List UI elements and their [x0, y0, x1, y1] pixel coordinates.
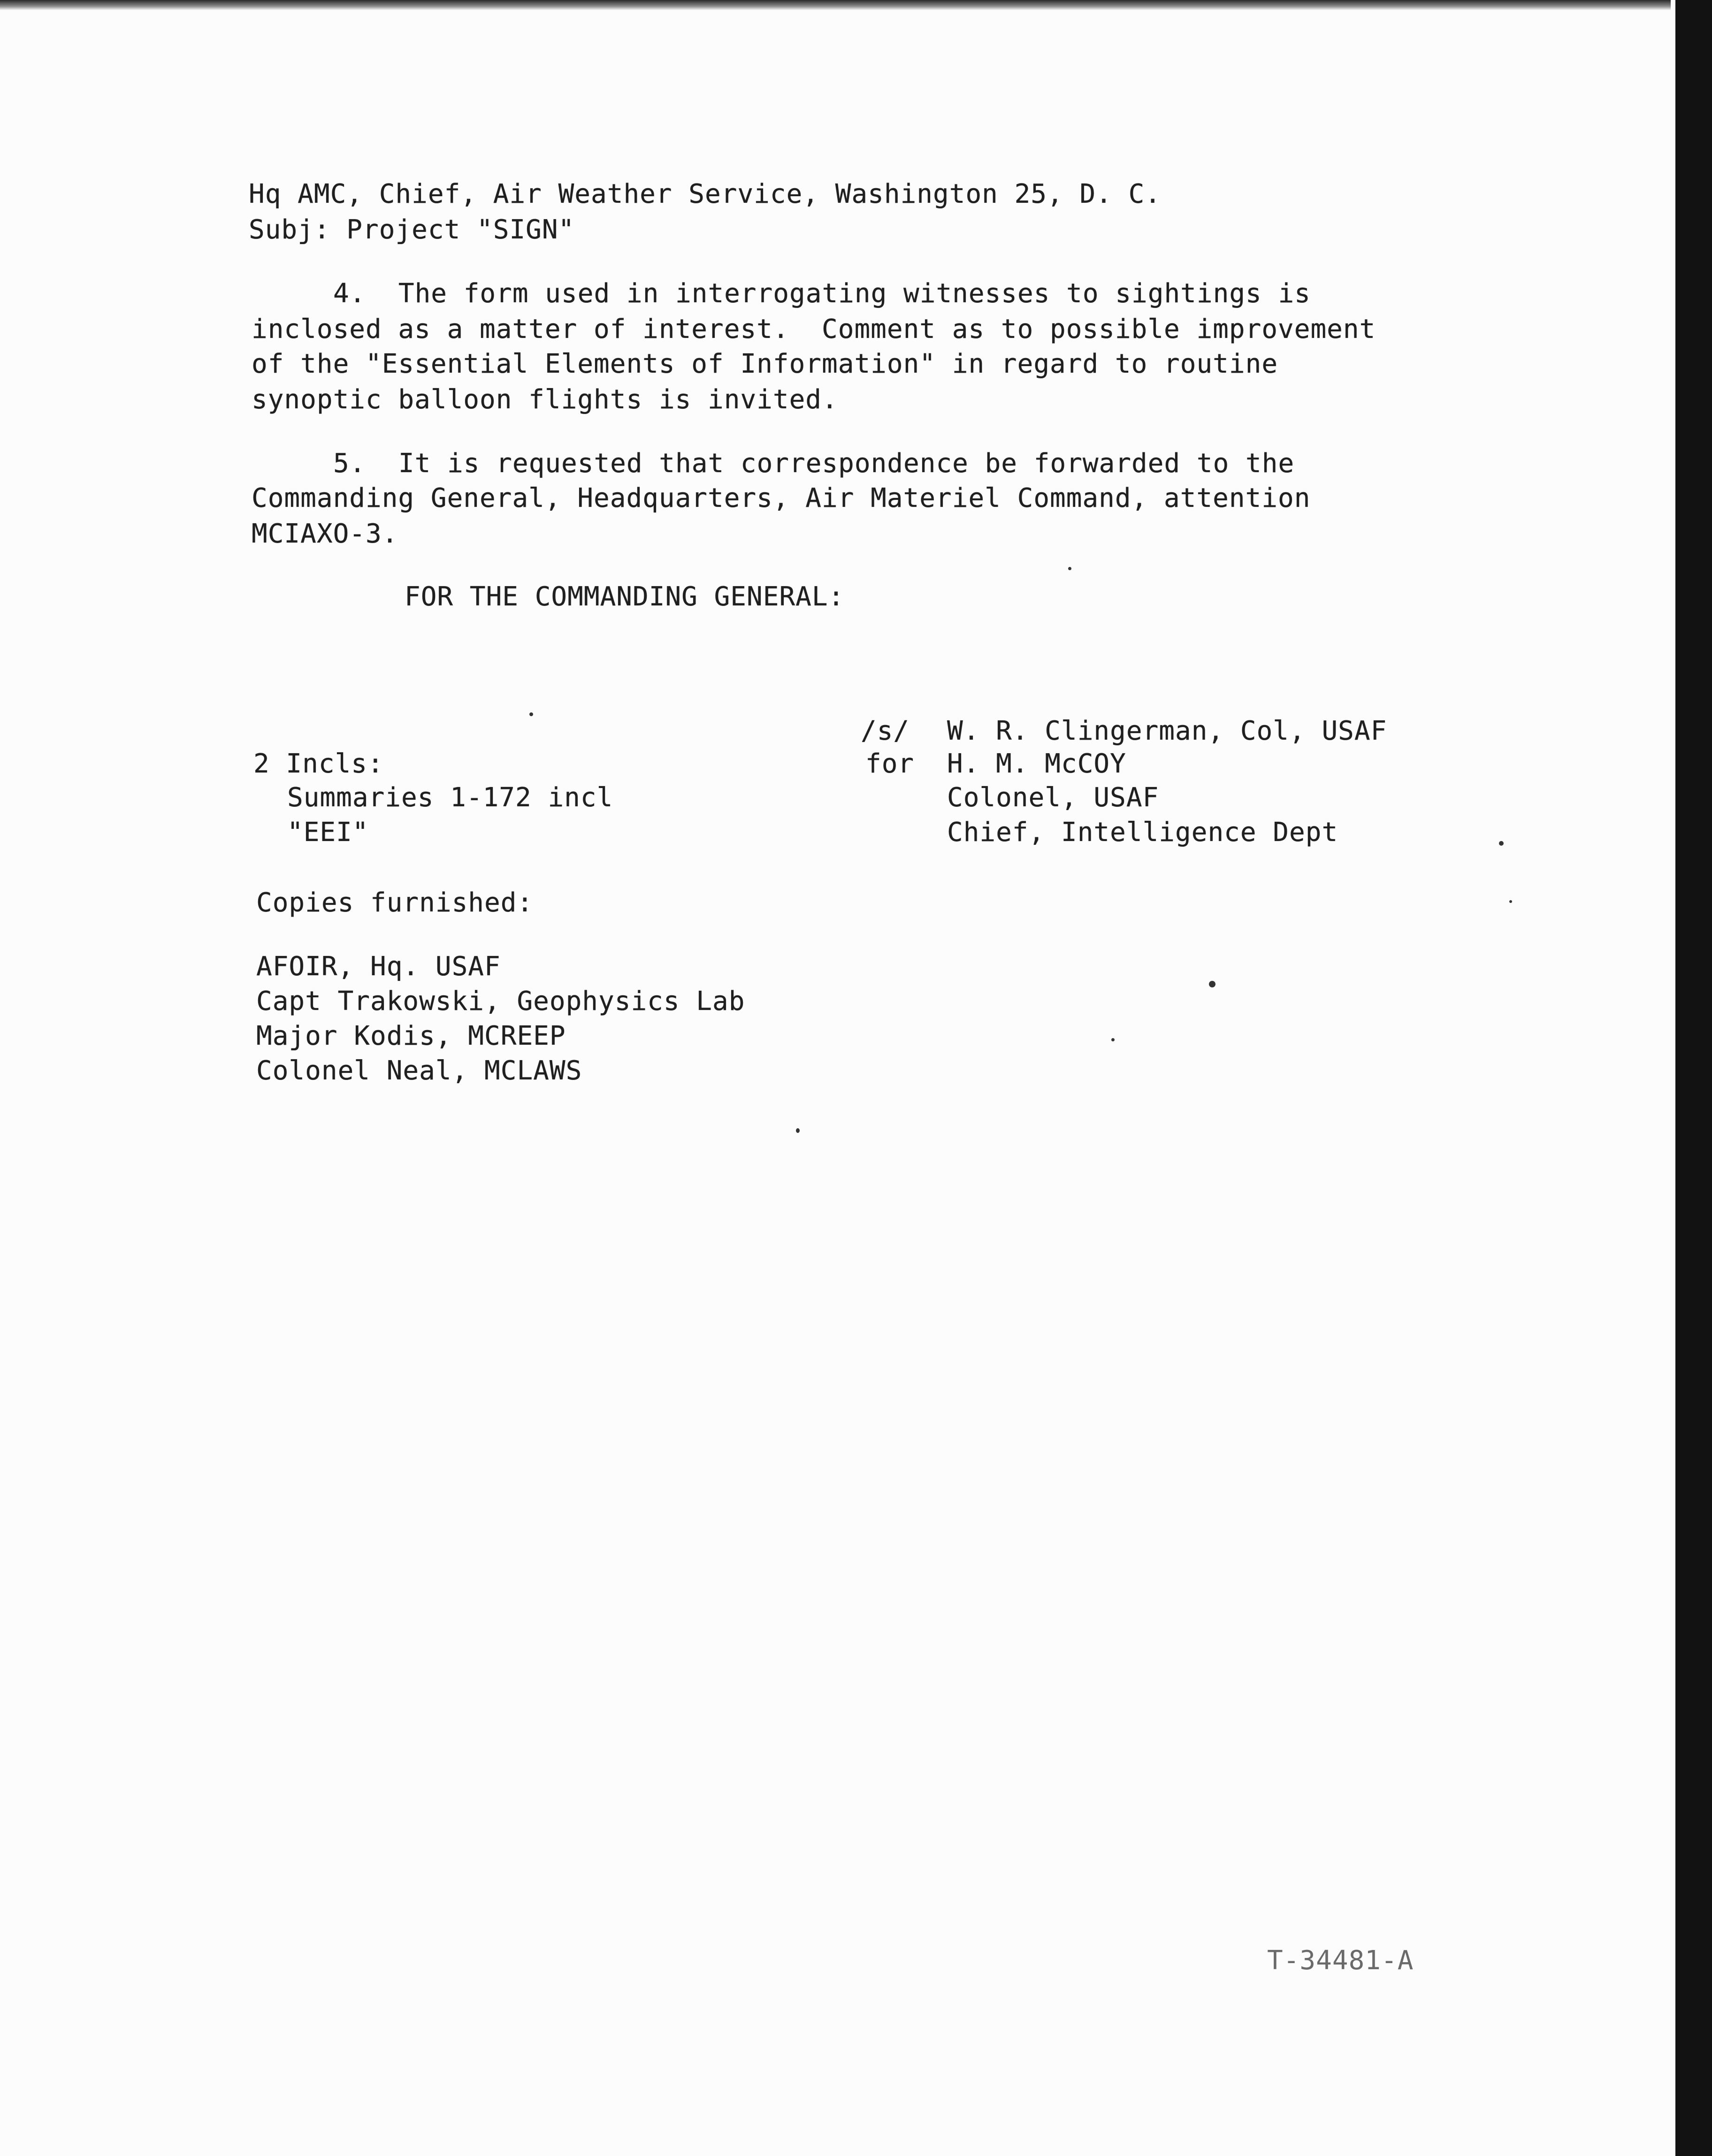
copy-recipient: Major Kodis, MCREEP [256, 1021, 566, 1051]
scan-speck [1068, 567, 1071, 570]
scan-speck [1509, 900, 1512, 903]
paragraph-4-line: 4. The form used in interrogating witnesses to sightings is [333, 278, 1311, 309]
scan-speck [1499, 841, 1504, 846]
addressee-line: Hq AMC, Chief, Air Weather Service, Washington 25, D. C. [249, 179, 1162, 209]
inclosure-item: Summaries 1-172 incl [287, 782, 613, 813]
signature-mark: /s/ [861, 716, 910, 746]
signer-rank: Colonel, USAF [947, 782, 1159, 813]
signed-by: W. R. Clingerman, Col, USAF [947, 716, 1387, 746]
paragraph-5-line: Commanding General, Headquarters, Air Materiel Command, attention [252, 483, 1311, 513]
scan-speck [1111, 1038, 1115, 1041]
signature-for-label: for [865, 749, 915, 779]
paragraph-5-line: MCIAXO-3. [252, 519, 398, 549]
scan-top-edge [0, 0, 1671, 10]
copies-label: Copies furnished: [256, 887, 534, 918]
paragraph-4-line: synoptic balloon flights is invited. [252, 384, 838, 415]
subject-line: Subj: Project "SIGN" [249, 214, 575, 245]
copy-recipient: AFOIR, Hq. USAF [256, 951, 501, 982]
signer-title: Chief, Intelligence Dept [947, 817, 1338, 848]
copy-recipient: Capt Trakowski, Geophysics Lab [256, 986, 745, 1017]
file-number: T-34481-A [1267, 1945, 1414, 1976]
inclosures-label: 2 Incls: [253, 749, 384, 779]
scan-speck [1209, 981, 1215, 987]
scan-right-edge [1675, 0, 1712, 2156]
closing-line: FOR THE COMMANDING GENERAL: [405, 581, 845, 612]
copy-recipient: Colonel Neal, MCLAWS [256, 1055, 582, 1086]
scan-speck [796, 1128, 800, 1133]
paragraph-4-line: inclosed as a matter of interest. Comment as to possible improvement [252, 314, 1376, 344]
paragraph-5-line: 5. It is requested that correspondence be forwarded to the [333, 448, 1295, 479]
inclosure-item: "EEI" [287, 817, 369, 848]
signer-name: H. M. McCOY [947, 749, 1126, 779]
paragraph-4-line: of the "Essential Elements of Information" in regard to routine [252, 349, 1278, 379]
scan-speck [529, 712, 533, 716]
